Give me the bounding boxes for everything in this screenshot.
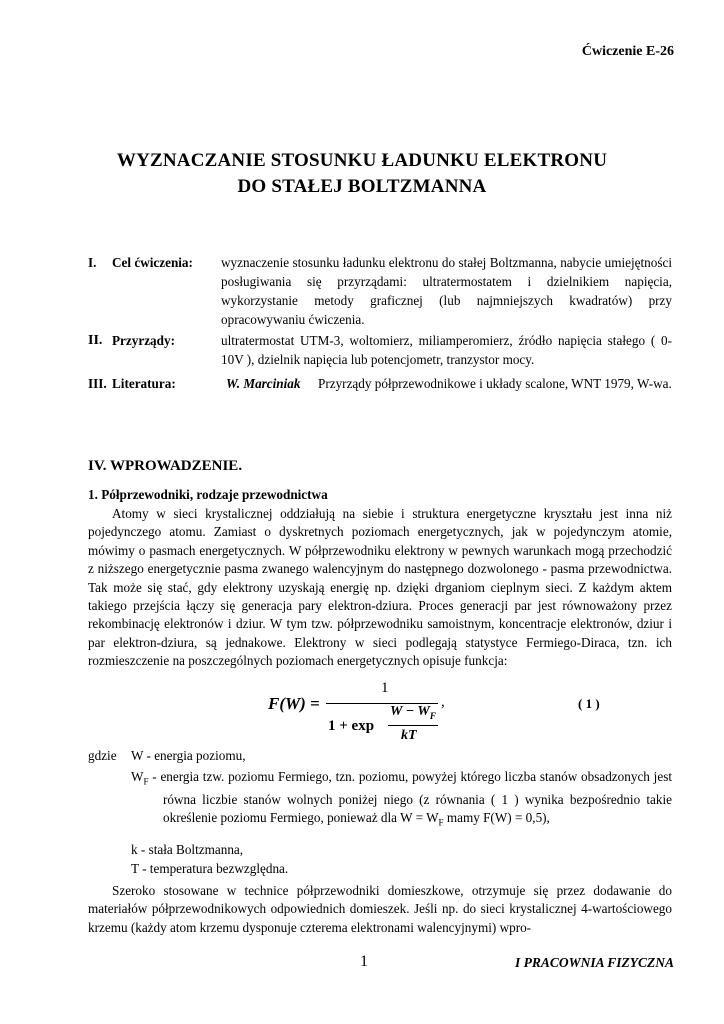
formula-inner-denominator: kT bbox=[401, 728, 417, 743]
fermi-dirac-formula bbox=[268, 678, 468, 758]
section-label: Przyrządy: bbox=[112, 333, 175, 348]
equation-number: ( 1 ) bbox=[578, 696, 600, 711]
definition-WF: $W_F$ - energia tzw. poziomu Fermiego, tzn. poziomu, powyżej którego liczba stanów obsadzonych jest równa liczbie stanów wolnych poniżej niego (z równania ( 1 ) wynika bezpośrednio takie określenie poziomu Fermiego, ponieważ dla $W = W_F$ mamy F(W) = 0,5), bbox=[131, 769, 672, 829]
formula-denominator-prefix: 1 + exp bbox=[328, 718, 375, 734]
section-literature bbox=[88, 374, 672, 393]
section-text: ultratermostat UTM-3, woltomierz, miliamperomierz, źródło napięcia stałego ( 0-10V ), dzielnik napięcia lub potencjometr, tranzystor mocy. bbox=[221, 333, 672, 367]
section-equipment bbox=[88, 331, 672, 369]
literature-title: Przyrządy półprzewodnikowe i układy scalone, WNT 1979, W-wa. bbox=[318, 376, 672, 391]
formula-numerator: 1 bbox=[381, 680, 389, 696]
page-title-line2: DO STAŁEJ BOLTZMANNA bbox=[237, 176, 487, 197]
definition-T: T - temperatura bezwzględna. bbox=[131, 861, 289, 876]
formula-lhs: F(W) = bbox=[268, 694, 320, 713]
exercise-label: Ćwiczenie E-26 bbox=[581, 44, 674, 59]
footer-label: I PRACOWNIA FIZYCZNA bbox=[514, 955, 674, 970]
section-number: II. bbox=[88, 333, 103, 348]
section-heading: IV. WPROWADZENIE. bbox=[88, 458, 243, 474]
page-title-line1: WYZNACZANIE STOSUNKU ŁADUNKU ELEKTRONU bbox=[116, 150, 608, 171]
section-aim bbox=[88, 253, 672, 329]
definition-k: k - stała Boltzmanna, bbox=[131, 842, 244, 857]
section-label: Cel ćwiczenia: bbox=[112, 255, 193, 270]
formula-inner-line bbox=[388, 725, 438, 726]
section-text: wyznaczenie stosunku ładunku elektronu do stałej Boltzmanna, nabycie umiejętności posługiwania się przyrządami: ultratermostatem i dzielnikiem napięcia, wykorzystanie metody graficznej (lub najmniejszych kwadratów) przy opracowywaniu ćwiczenia. bbox=[221, 255, 672, 327]
paragraph-text: Szeroko stosowane w technice półprzewodniki domieszkowe, otrzymuje się przez dodawanie do materiałów półprzewodnikowych odpowiednich domieszek. Jeśli np. do sieci krystalicznej 4-wartościowego krzemu (każdy atom krzemu dysponuje czterema elektronami walencyjnymi) wpro- bbox=[88, 883, 672, 935]
page-number: 1 bbox=[360, 953, 368, 970]
literature-author: W. Marciniak bbox=[226, 376, 301, 391]
paragraph-text: Atomy w sieci krystalicznej oddziałują na siebie i struktura energetyczne kryształu jest inna niż pojedynczego atomu. Zamiast o dyskretnych poziomach energetycznych, jak w pojedynczym atomie, mówimy o pasmach energetycznych. W półprzewodniku elektrony w pewnych warunkach mogą przechodzić z niższego energetycznie pasma zwanego walencyjnym do następnego dozwolonego - pasma przewodnictwa. Tak może się stać, gdy elektrony uzyskają energię np. dzięki drganiom cieplnym sieci. Z każdym aktem takiego przejścia łączy się generacja pary elektron-dziura. Proces generacji par jest równoważony przez rekombinację elektronów i dziur. W tym tzw. półprzewodniku samoistnym, koncentracje elektronów, dziur i par elektron-dziura, są jednakowe. Elektrony w sieci podlegają statystyce Fermiego-Diraca, tzn. ich rozmieszczenie na poszczególnych poziomach energetycznych opisuje funkcja: bbox=[88, 506, 672, 669]
definitions-intro: gdzie bbox=[88, 748, 117, 763]
paragraph-doping bbox=[88, 882, 672, 937]
intro-paragraph bbox=[88, 505, 672, 671]
section-number: III. bbox=[88, 376, 107, 391]
subsection-heading: 1. Półprzewodniki, rodzaje przewodnictwa bbox=[88, 487, 328, 502]
formula-inner-numerator: $W - W_F$ bbox=[390, 704, 436, 721]
section-label: Literatura: bbox=[112, 376, 176, 391]
formula-trailer: , bbox=[441, 694, 445, 710]
section-number: I. bbox=[88, 255, 97, 270]
definition-W: W - energia poziomu, bbox=[131, 748, 246, 763]
